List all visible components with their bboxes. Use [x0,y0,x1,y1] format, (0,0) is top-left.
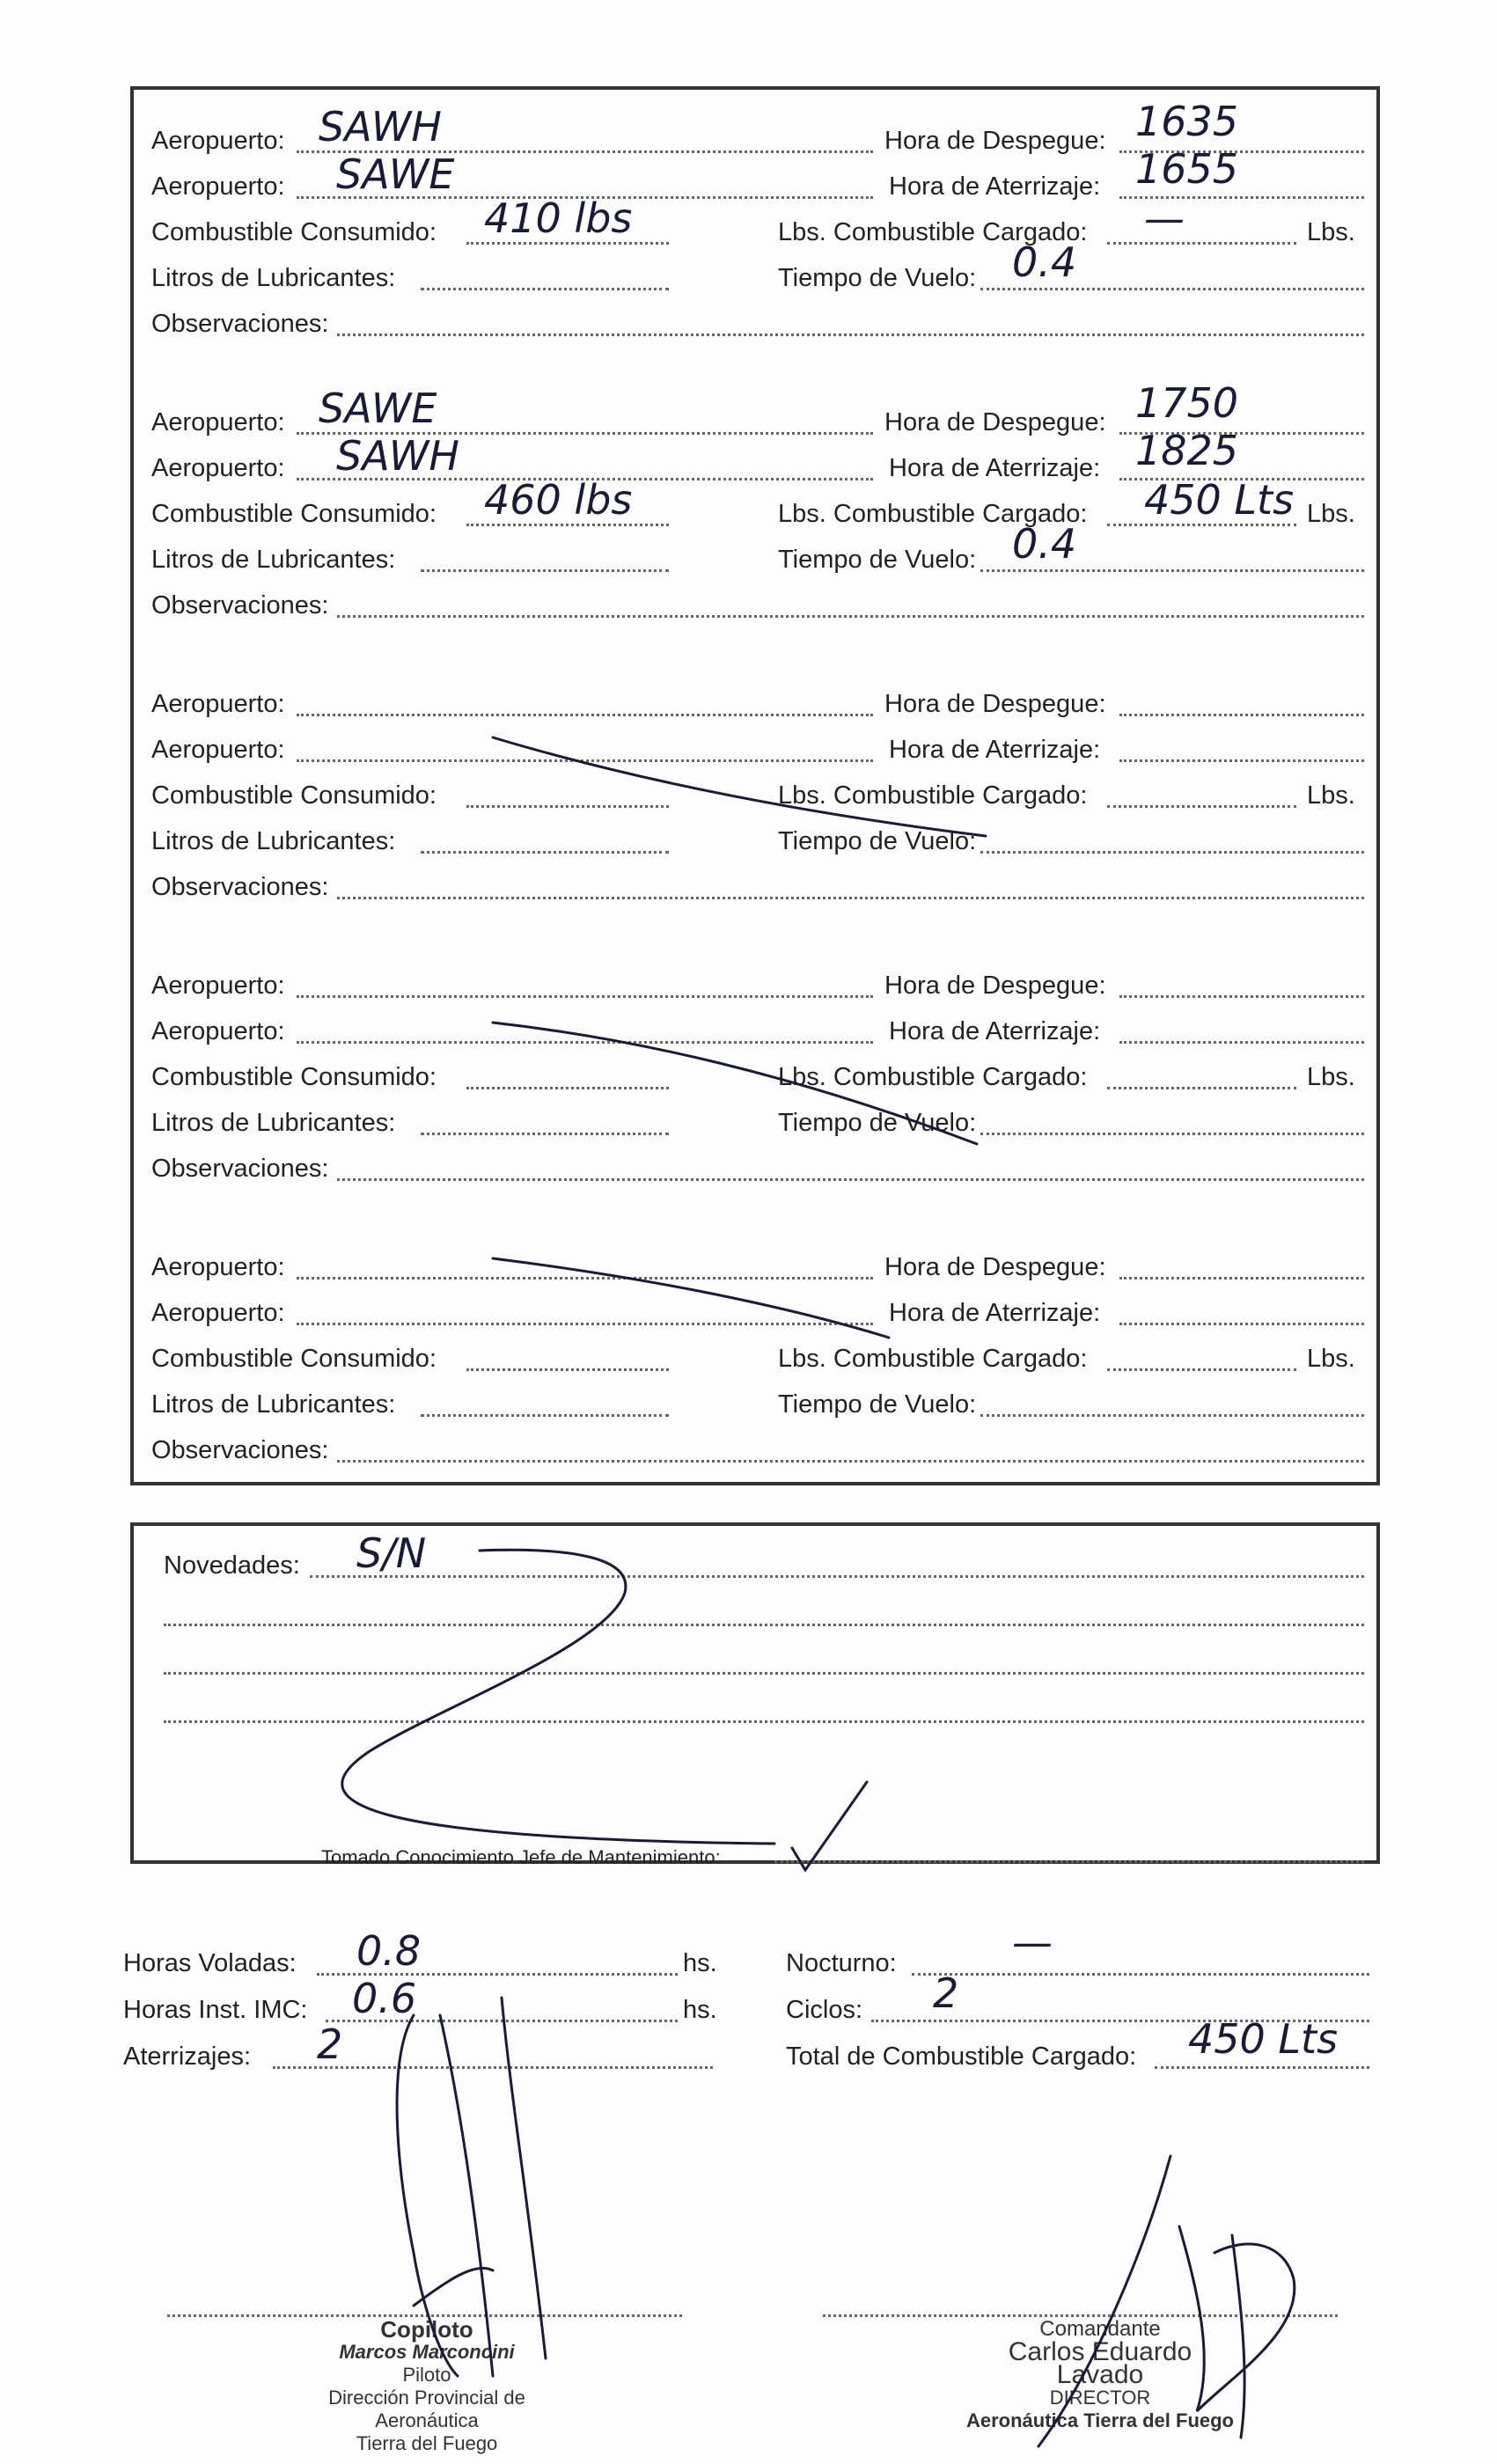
aeropuerto-destino-value-1: SAWE [336,150,455,198]
dotted-line [421,1133,669,1135]
novedades-section [130,1522,1380,1864]
observaciones-label-5: Observaciones: [151,1436,329,1464]
aeropuerto-origen-label-5: Aeropuerto: [151,1253,285,1281]
hora-aterrizaje-label-4: Hora de Aterrizaje: [889,1017,1101,1045]
combustible-cargado-unit-4: Lbs. [1307,1063,1355,1091]
dotted-line [1119,995,1364,998]
nocturno-label: Nocturno: [786,1949,897,1977]
copiloto-nombre: Marcos Marconcini [339,2341,515,2363]
combustible-cargado-label-2: Lbs. Combustible Cargado: [778,500,1088,528]
combustible-cargado-value-1: — [1144,194,1185,242]
horas-imc-label: Horas Inst. IMC: [123,1996,308,2024]
observaciones-label-2: Observaciones: [151,591,329,620]
dotted-line [1107,242,1296,245]
comandante-nombre: Carlos Eduardo Lavado [1008,2337,1192,2389]
dotted-line [1107,805,1296,808]
combustible-cargado-unit-3: Lbs. [1307,781,1355,810]
horas-imc-value: 0.6 [352,1975,417,2022]
comandante-cargo: DIRECTOR [1049,2387,1151,2409]
hora-aterrizaje-value-2: 1825 [1135,427,1239,474]
combustible-cargado-unit-2: Lbs. [1307,500,1355,528]
aeropuerto-destino-label-1: Aeropuerto: [151,172,285,201]
copiloto-stamp [290,2318,563,2455]
total-combustible-label: Total de Combustible Cargado: [786,2042,1137,2071]
dotted-line [337,615,1364,618]
horas-voladas-value: 0.8 [356,1927,422,1975]
observaciones-label-3: Observaciones: [151,873,329,901]
tiempo-vuelo-value-1: 0.4 [1012,238,1077,286]
dotted-line [337,897,1364,899]
comandante-stamp [964,2318,1236,2432]
dotted-line [1107,1087,1296,1089]
dotted-line [1119,1323,1364,1325]
tiempo-vuelo-label-4: Tiempo de Vuelo: [778,1109,977,1137]
tiempo-vuelo-label-3: Tiempo de Vuelo: [778,827,977,855]
jefe-mantenimiento-label: Tomado Conocimiento Jefe de Mantenimiento: [321,1846,721,1868]
dotted-line [980,1414,1364,1417]
novedades-label: Novedades: [164,1551,300,1580]
litros-lubricantes-label-3: Litros de Lubricantes: [151,827,396,855]
hora-aterrizaje-label-1: Hora de Aterrizaje: [889,172,1101,201]
hora-despegue-label-3: Hora de Despegue: [884,690,1106,718]
hora-despegue-label-2: Hora de Despegue: [884,408,1106,436]
dotted-line [466,242,669,245]
combustible-cargado-unit-1: Lbs. [1307,218,1355,246]
litros-lubricantes-label-1: Litros de Lubricantes: [151,264,396,292]
aeropuerto-destino-label-4: Aeropuerto: [151,1017,285,1045]
aeropuerto-destino-value-2: SAWH [336,432,459,480]
aterrizajes-value: 2 [317,2020,343,2068]
combustible-cargado-label-3: Lbs. Combustible Cargado: [778,781,1088,810]
dotted-line [1107,1368,1296,1371]
copiloto-cargo: Piloto [402,2364,451,2386]
combustible-consumido-value-1: 410 lbs [484,194,633,242]
combustible-cargado-label-4: Lbs. Combustible Cargado: [778,1063,1088,1091]
aeropuerto-destino-label-5: Aeropuerto: [151,1299,285,1327]
observaciones-label-4: Observaciones: [151,1155,329,1183]
dotted-line [421,288,669,290]
horas-voladas-unit: hs. [683,1949,717,1977]
dotted-line [337,1178,1364,1181]
aeropuerto-origen-value-1: SAWH [319,103,442,150]
combustible-cargado-label-1: Lbs. Combustible Cargado: [778,218,1088,246]
dotted-line [466,1368,669,1371]
total-combustible-value: 450 Lts [1188,2015,1339,2063]
ciclos-value: 2 [933,1969,959,2017]
dotted-line [297,1323,873,1325]
aterrizajes-label: Aterrizajes: [123,2042,252,2071]
observaciones-label-1: Observaciones: [151,310,329,338]
dotted-line [297,995,873,998]
dotted-line [980,569,1364,572]
dotted-line [466,524,669,526]
copiloto-organismo: Dirección Provincial de Aeronáutica [328,2387,525,2431]
dotted-line [337,334,1364,336]
dotted-line [466,805,669,808]
aeropuerto-origen-label-3: Aeropuerto: [151,690,285,718]
dotted-line [297,714,873,716]
hora-despegue-label-1: Hora de Despegue: [884,127,1106,155]
combustible-consumido-label-5: Combustible Consumido: [151,1345,437,1373]
tiempo-vuelo-label-2: Tiempo de Vuelo: [778,546,977,574]
dotted-line [297,1041,873,1044]
hora-despegue-value-1: 1635 [1135,98,1239,145]
dotted-line [421,851,669,854]
tiempo-vuelo-label-5: Tiempo de Vuelo: [778,1390,977,1419]
combustible-cargado-value-2: 450 Lts [1144,476,1295,524]
copiloto-rol: Copiloto [380,2316,473,2343]
combustible-consumido-label-1: Combustible Consumido: [151,218,437,246]
nocturno-value: — [1012,1918,1053,1966]
novedades-value: S/N [356,1529,427,1577]
combustible-consumido-value-2: 460 lbs [484,476,633,524]
dotted-line [1107,524,1296,526]
litros-lubricantes-label-5: Litros de Lubricantes: [151,1390,396,1419]
copiloto-provincia: Tierra del Fuego [356,2432,498,2454]
hora-aterrizaje-value-1: 1655 [1135,145,1239,193]
tiempo-vuelo-label-1: Tiempo de Vuelo: [778,264,977,292]
aeropuerto-destino-label-2: Aeropuerto: [151,454,285,482]
aeropuerto-destino-label-3: Aeropuerto: [151,736,285,764]
dotted-line [297,759,873,762]
dotted-line [980,1133,1364,1135]
aeropuerto-origen-value-2: SAWE [319,385,437,432]
dotted-line [337,1460,1364,1463]
hora-despegue-label-5: Hora de Despegue: [884,1253,1106,1281]
hora-aterrizaje-label-3: Hora de Aterrizaje: [889,736,1101,764]
ciclos-label: Ciclos: [786,1996,863,2024]
litros-lubricantes-label-4: Litros de Lubricantes: [151,1109,396,1137]
combustible-consumido-label-2: Combustible Consumido: [151,500,437,528]
dotted-line [980,288,1364,290]
hora-despegue-label-4: Hora de Despegue: [884,972,1106,1000]
combustible-cargado-unit-5: Lbs. [1307,1345,1355,1373]
dotted-line [1119,1277,1364,1280]
hora-aterrizaje-label-5: Hora de Aterrizaje: [889,1299,1101,1327]
dotted-line [1119,759,1364,762]
dotted-line [1119,714,1364,716]
aeropuerto-origen-label-1: Aeropuerto: [151,127,285,155]
dotted-line [980,851,1364,854]
horas-voladas-label: Horas Voladas: [123,1949,297,1977]
hora-despegue-value-2: 1750 [1135,379,1239,427]
hora-aterrizaje-label-2: Hora de Aterrizaje: [889,454,1101,482]
aeropuerto-origen-label-2: Aeropuerto: [151,408,285,436]
dotted-line [421,1414,669,1417]
combustible-consumido-label-3: Combustible Consumido: [151,781,437,810]
comandante-rol: Comandante [1039,2317,1161,2341]
combustible-cargado-label-5: Lbs. Combustible Cargado: [778,1345,1088,1373]
combustible-consumido-label-4: Combustible Consumido: [151,1063,437,1091]
litros-lubricantes-label-2: Litros de Lubricantes: [151,546,396,574]
comandante-organismo: Aeronáutica Tierra del Fuego [965,2409,1234,2431]
dotted-line [1119,1041,1364,1044]
dotted-line [297,1277,873,1280]
dotted-line [421,569,669,572]
tiempo-vuelo-value-2: 0.4 [1012,520,1077,568]
horas-imc-unit: hs. [683,1996,717,2024]
aeropuerto-origen-label-4: Aeropuerto: [151,972,285,1000]
dotted-line [466,1087,669,1089]
